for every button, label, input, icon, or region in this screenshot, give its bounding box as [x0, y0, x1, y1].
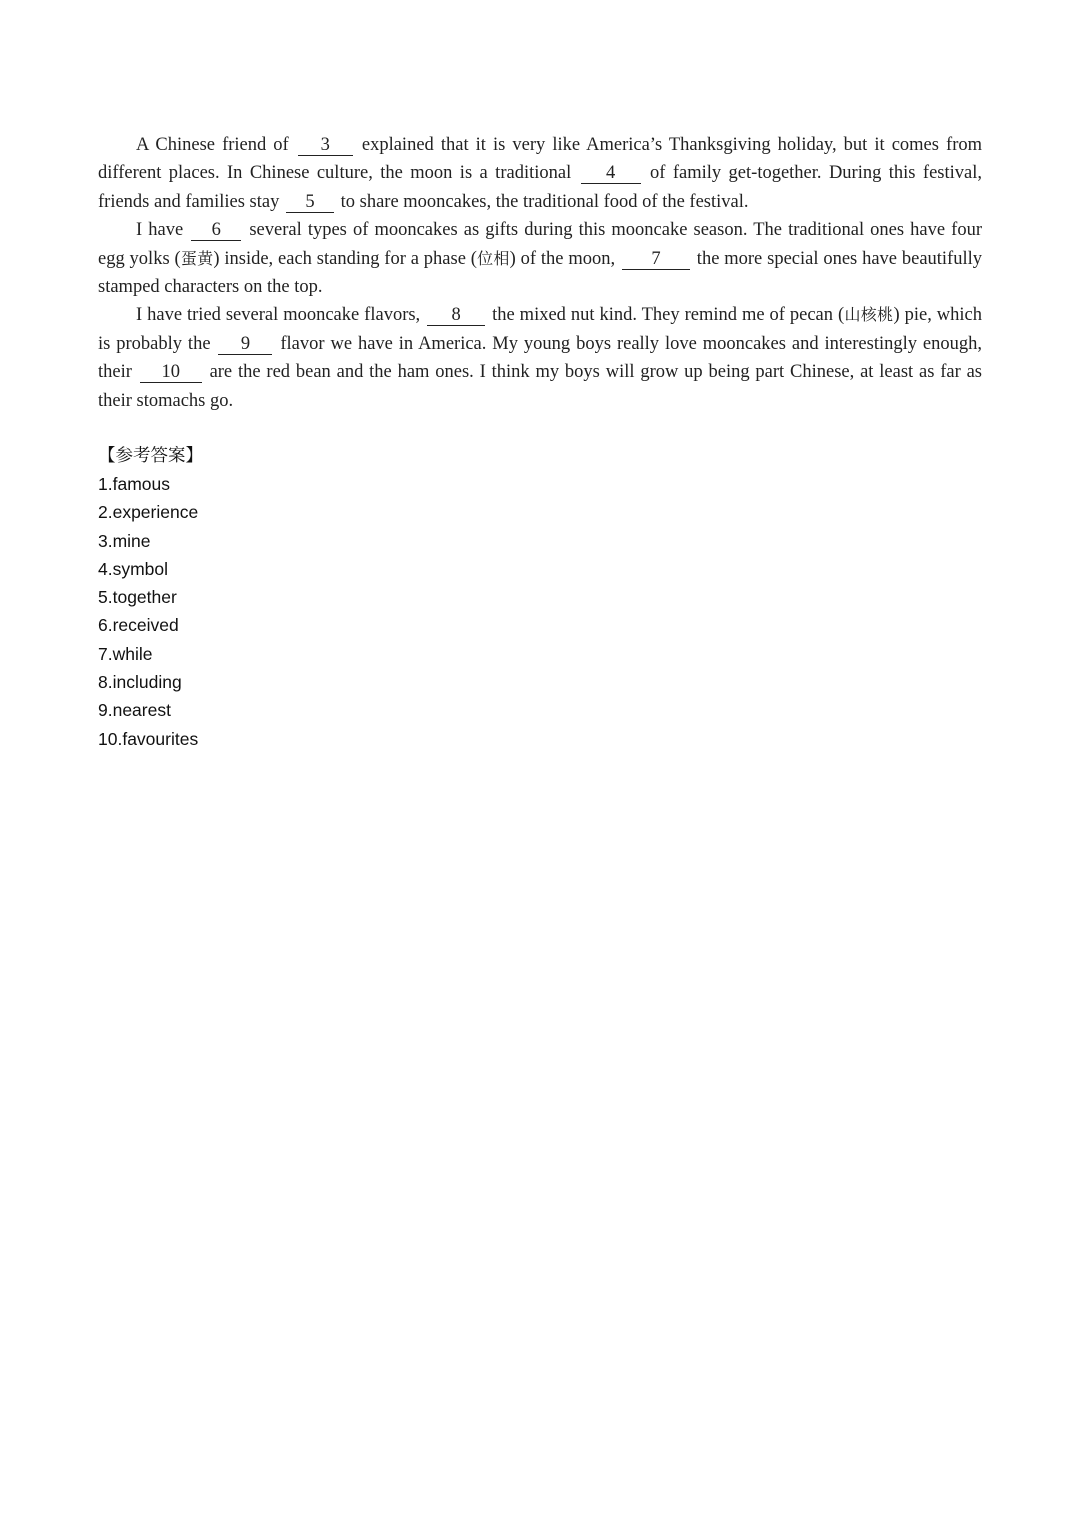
answer-list	[98, 470, 698, 753]
passage-text: ) of the moon,	[509, 248, 620, 269]
blank-7: 7	[622, 249, 690, 270]
passage-paragraph-3	[98, 301, 982, 415]
passage-text: of family get-together. During this festival, friends and families stay	[98, 163, 982, 212]
passage-text: several types of mooncakes as gifts during this mooncake season. The traditional ones have four egg yolks (	[98, 220, 983, 269]
passage-text: the mixed nut kind. They remind me of pecan (	[487, 305, 845, 326]
chinese-gloss: 位相	[476, 248, 510, 268]
blank-8: 8	[427, 305, 485, 326]
blank-10: 10	[140, 362, 202, 383]
passage-text: explained that it is very like America’s Thanksgiving holiday, but it comes from different places. In Chinese culture, the moon is a traditional	[98, 135, 982, 184]
passage-text: ) inside, each standing for a phase (	[213, 248, 477, 269]
passage-paragraph-1	[98, 131, 982, 216]
passage-text: A Chinese friend of	[136, 135, 296, 155]
answer-item: 8.including	[98, 672, 182, 693]
blank-6: 6	[191, 220, 241, 241]
passage-text: I have	[136, 220, 190, 241]
passage-paragraph-2	[98, 216, 982, 301]
chinese-gloss: 蛋黄	[180, 248, 214, 268]
answer-item: 7.while	[98, 643, 153, 664]
answer-item: 9.nearest	[98, 700, 171, 721]
chinese-gloss: 山核桃	[844, 305, 894, 325]
passage-text: flavor we have in America. My young boys really love mooncakes and interestingly enough, their	[98, 333, 982, 383]
passage-text: to share mooncakes, the traditional food of the festival.	[335, 191, 749, 212]
blank-9: 9	[218, 334, 272, 355]
answer-item: 1.famous	[98, 474, 170, 494]
blank-5: 5	[286, 192, 334, 213]
answer-item: 5.together	[98, 587, 177, 608]
answer-item: 3.mine	[98, 530, 151, 551]
passage-text: the more special ones have beautifully stamped characters on the top.	[98, 248, 983, 298]
passage-text: are the red bean and the ham ones. I think my boys will grow up being part Chinese, at least as far as their stomachs go.	[98, 362, 982, 411]
blank-4: 4	[581, 163, 641, 184]
reading-passage	[98, 131, 982, 415]
passage-text: ) pie, which is probably the	[98, 305, 982, 354]
answer-item: 6.received	[98, 615, 179, 636]
answer-item: 4.symbol	[98, 558, 169, 579]
answer-item: 10.favourites	[98, 728, 199, 749]
answer-key	[98, 442, 698, 753]
blank-3: 3	[298, 135, 353, 156]
answer-key-heading: 【参考答案】	[98, 446, 203, 466]
passage-text: I have tried several mooncake flavors,	[136, 305, 426, 326]
answer-item: 2.experience	[98, 502, 199, 523]
